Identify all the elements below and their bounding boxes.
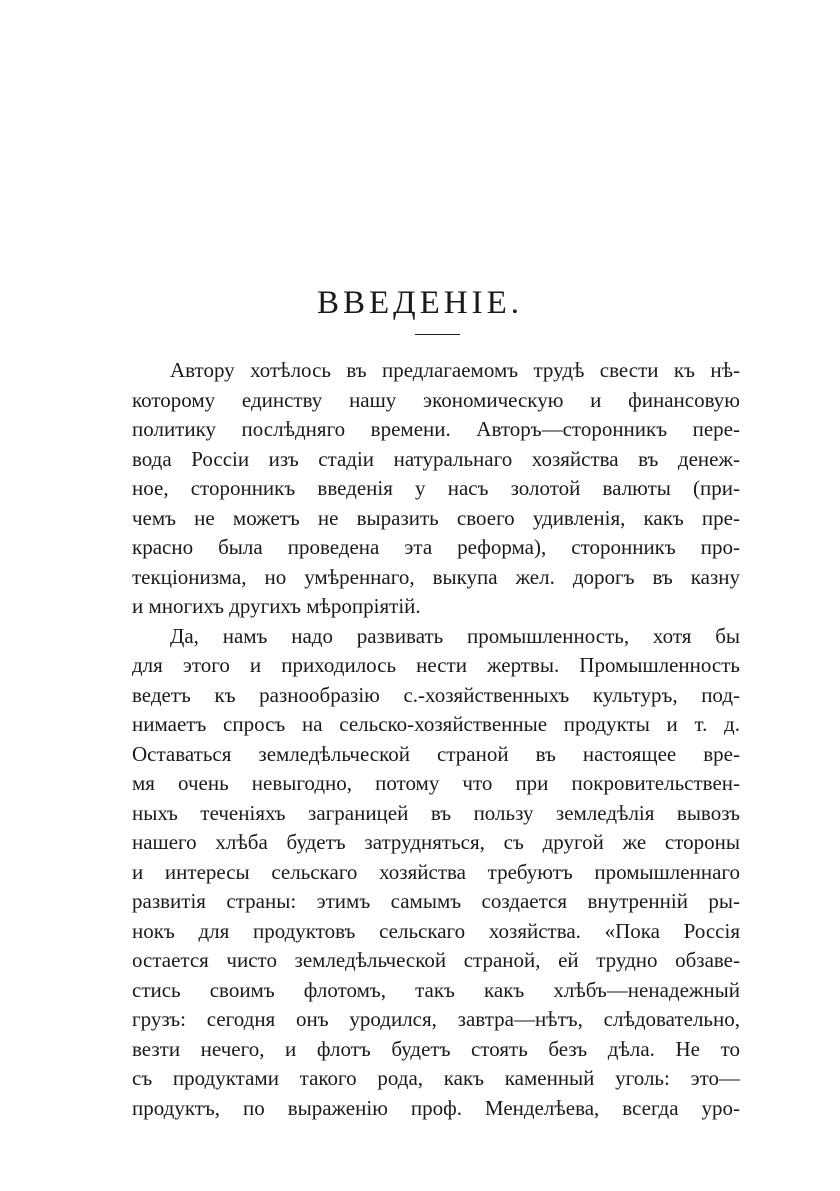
text-line: нимаетъ спросъ на сельско-хозяйственные продукты и т. д. [132,712,740,736]
text-line: съ продуктами такого рода, какъ каменный уголь: это— [132,1066,740,1090]
text-line: мя очень невыгодно, потому что при покровительствен- [132,771,740,795]
text-line: нокъ для продуктовъ сельскаго хозяйства. «Пока Россія [132,918,740,943]
text-line: политику послѣдняго времени. Авторъ—сторонникъ пере- [132,417,740,441]
text-line: текціонизма, но умѣреннаго, выкупа жел. дорогъ въ казну [132,564,740,589]
text-line: Да, намъ надо развивать промышленность, хотя бы [170,623,740,648]
page-title: ВВЕДЕНІЕ. [316,285,524,321]
text-line: для этого и приходилось нести жертвы. Промышленность [132,653,740,677]
text-line: продуктъ, по выраженію проф. Менделѣева, всегда уро- [132,1095,740,1120]
text-line: и многихъ другихъ мѣропріятій. [132,594,421,618]
text-line: грузъ: сегодня онъ уродился, завтра—нѣтъ, слѣдовательно, [132,1007,740,1031]
text-line: нашего хлѣба будетъ затрудняться, съ другой же стороны [132,830,740,854]
text-line: Автору хотѣлось въ предлагаемомъ трудѣ свести къ нѣ- [170,358,740,382]
text-line: везти нечего, и флотъ будетъ стоять безъ дѣла. Не то [132,1036,740,1061]
text-line: развитія страны: этимъ самымъ создается внутренній ры- [132,889,740,913]
text-line: чемъ не можетъ не выразить своего удивленія, какъ пре- [132,505,740,530]
text-line: ведетъ къ разнообразію с.-хозяйственныхъ культуръ, под- [132,682,740,707]
body-text [132,356,740,1123]
text-line: и интересы сельскаго хозяйства требуютъ промышленнаго [132,859,740,884]
text-line: которому единству нашу экономическую и финансовую [132,387,740,412]
text-line: красно была проведена эта реформа), сторонникъ про- [132,535,740,559]
text-line: ное, сторонникъ введенія у насъ золотой валюты (при- [132,476,740,500]
title-rule [415,334,460,335]
text-line: ныхъ теченіяхъ заграницей въ пользу земледѣлія вывозъ [132,800,740,825]
text-line: вода Россіи изъ стадіи натуральнаго хозяйства въ денеж- [132,446,740,471]
text-line: остается чисто земледѣльческой страной, ей трудно обзаве- [132,948,740,972]
text-line: стись своимъ флотомъ, такъ какъ хлѣбъ—ненадежный [132,977,740,1002]
text-line: Оставаться земледѣльческой страной въ настоящее вре- [132,741,740,766]
